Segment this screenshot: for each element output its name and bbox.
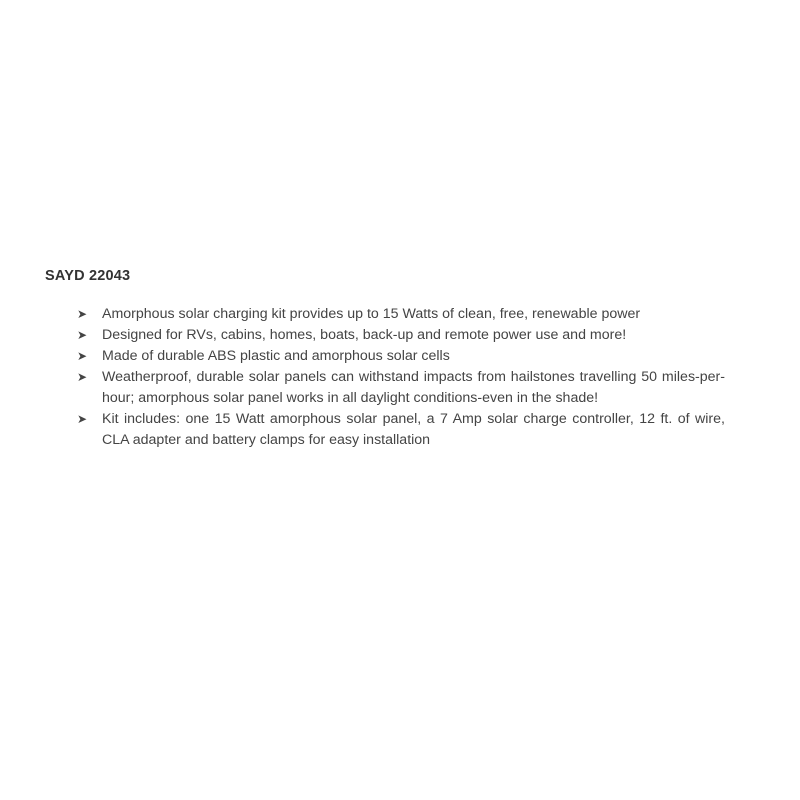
feature-item	[45, 325, 725, 346]
arrowhead-bullet-icon: ➤	[77, 370, 88, 384]
arrowhead-bullet-icon: ➤	[77, 412, 88, 426]
feature-text: Weatherproof, durable solar panels can withstand impacts from hailstones travelling 50 miles-per-hour; amorphous solar panel works in all daylight conditions-even in the shade!	[102, 369, 725, 406]
arrowhead-bullet-icon: ➤	[77, 349, 88, 363]
feature-text: Amorphous solar charging kit provides up to 15 Watts of clean, free, renewable power	[102, 306, 641, 322]
arrowhead-bullet-icon: ➤	[77, 307, 88, 321]
feature-item	[45, 346, 725, 367]
product-description	[45, 268, 725, 451]
feature-text: Made of durable ABS plastic and amorphous solar cells	[102, 348, 450, 364]
arrowhead-bullet-icon: ➤	[77, 328, 88, 342]
feature-item	[45, 409, 725, 451]
feature-item	[45, 304, 725, 325]
feature-text: Designed for RVs, cabins, homes, boats, back-up and remote power use and more!	[102, 327, 627, 343]
feature-text: Kit includes: one 15 Watt amorphous solar panel, a 7 Amp solar charge controller, 12 ft. of wire, CLA adapter and battery clamps for easy installation	[102, 411, 725, 448]
feature-item	[45, 367, 725, 409]
feature-list	[45, 304, 725, 451]
product-code: SAYD 22043	[45, 268, 131, 284]
